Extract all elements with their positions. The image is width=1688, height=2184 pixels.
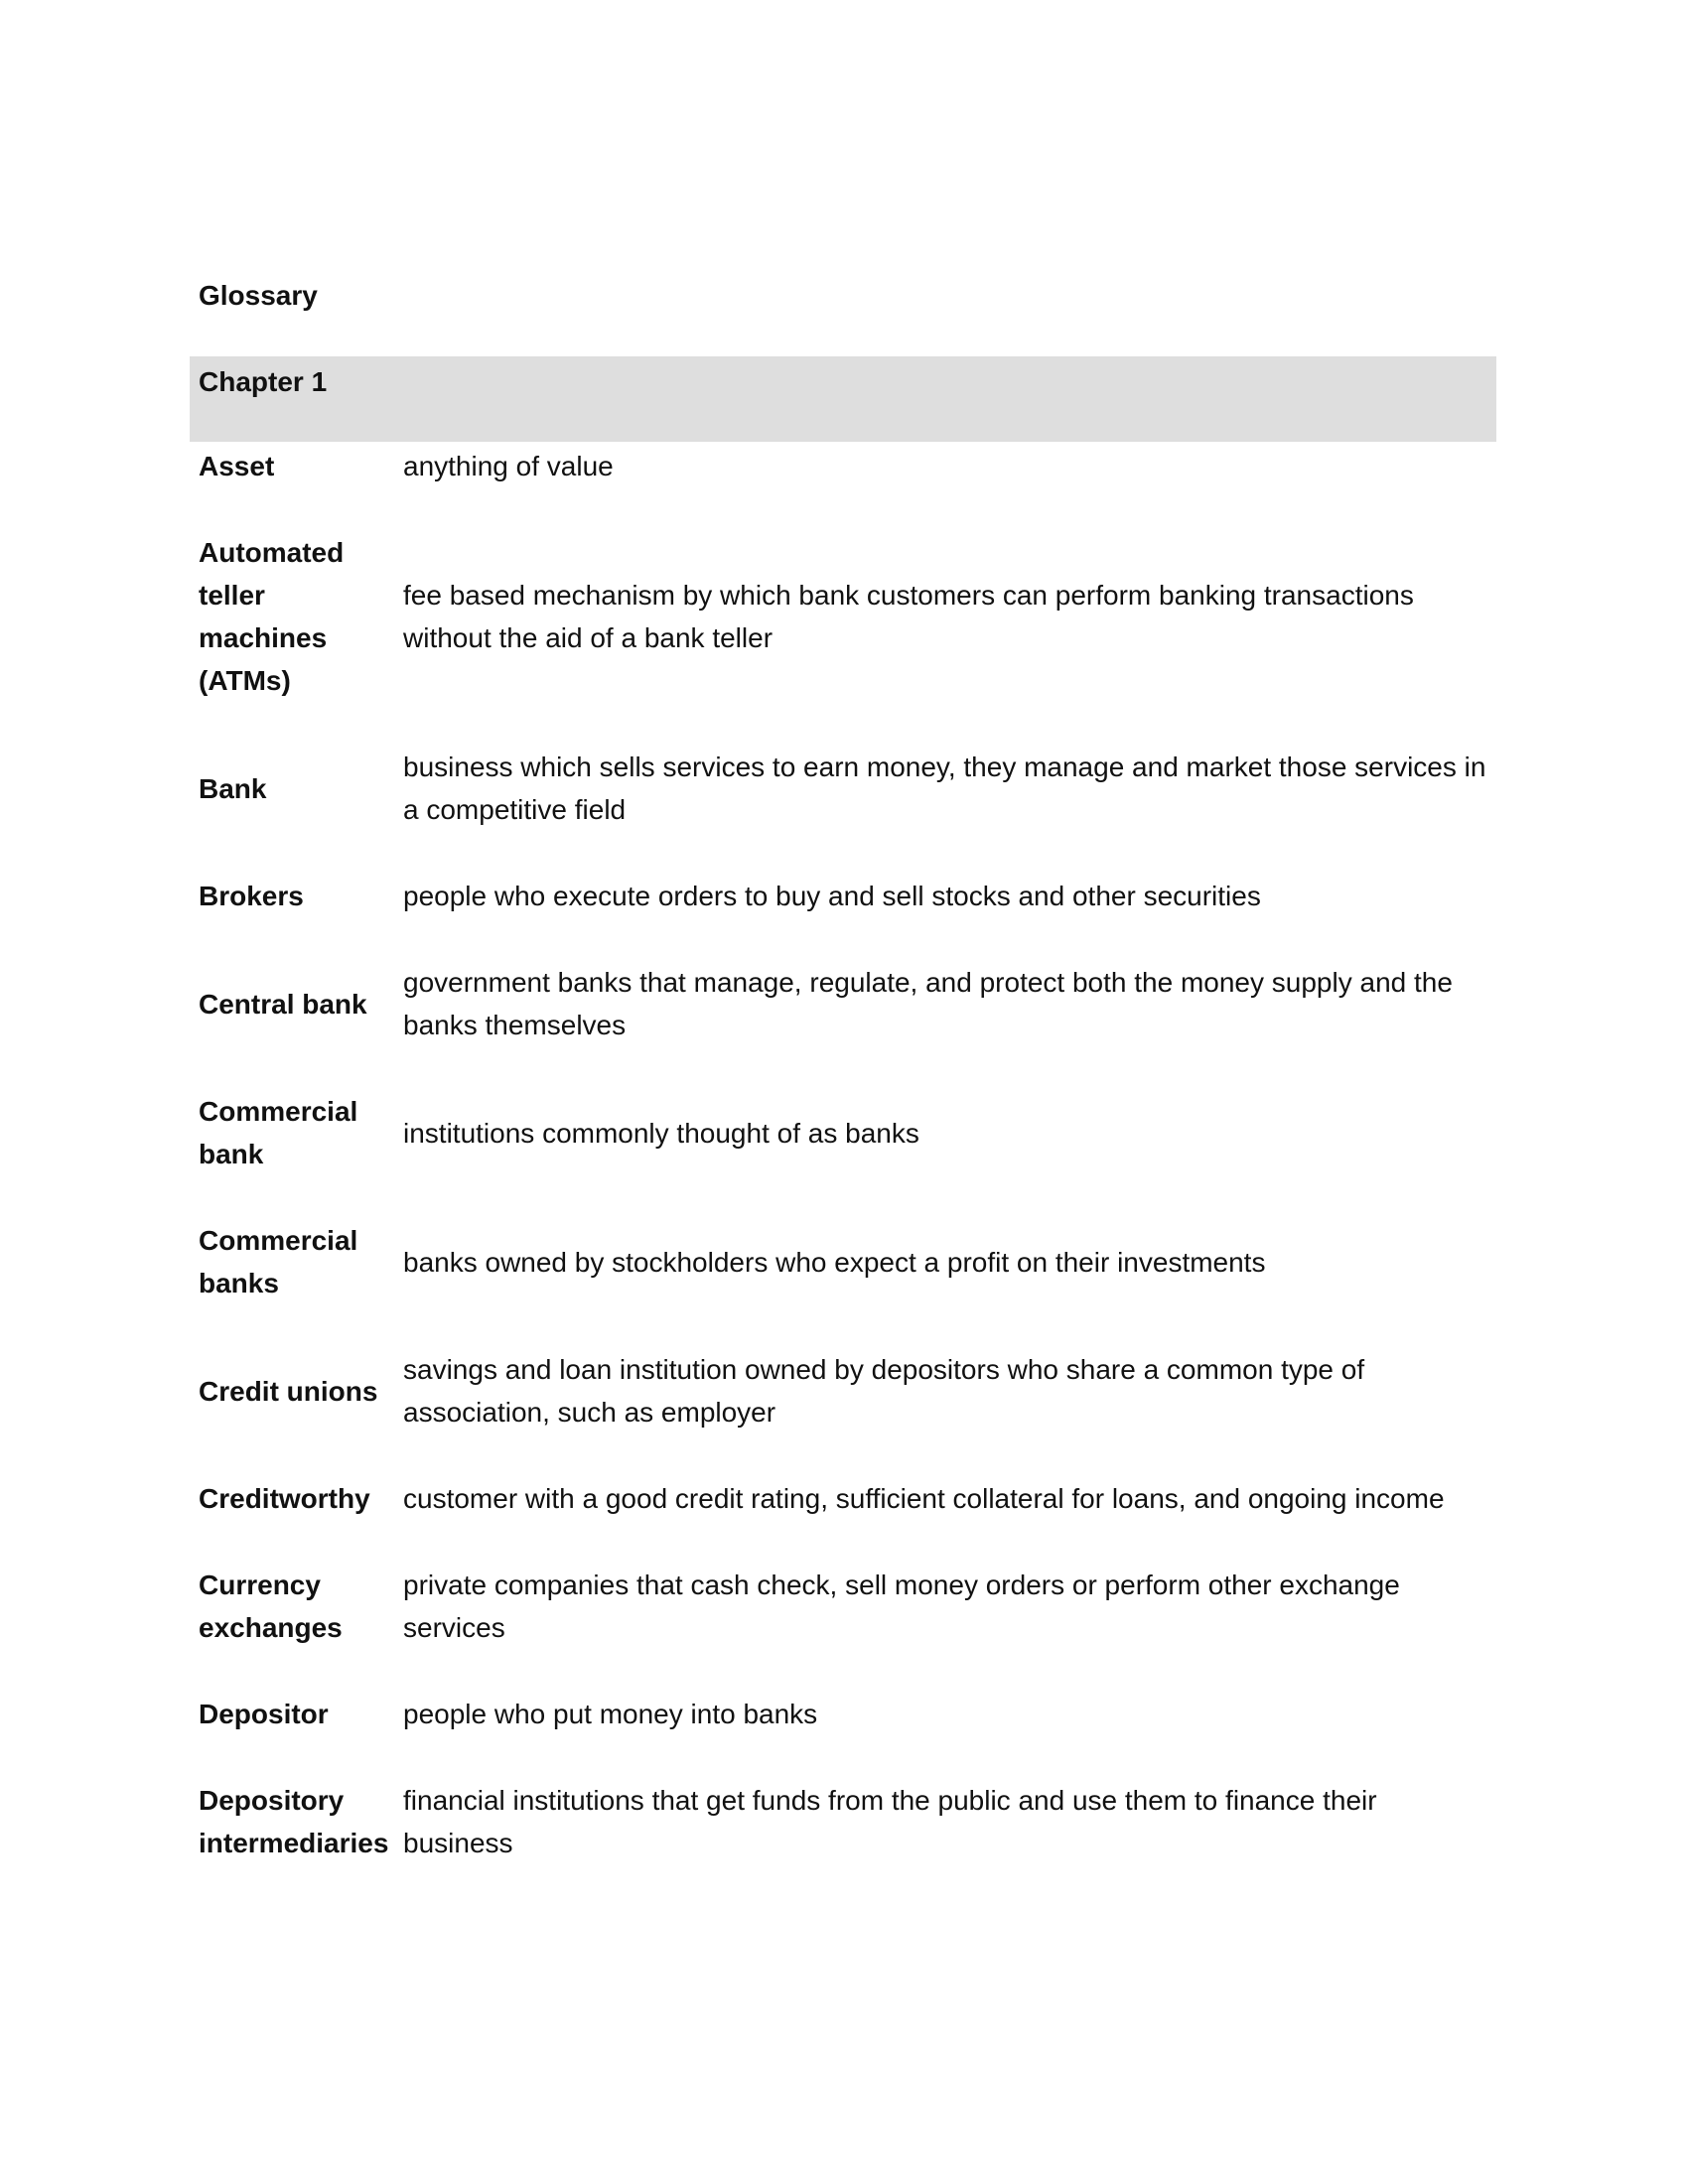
glossary-definition: fee based mechanism by which bank customers can perform banking transactions without the aid of a bank teller [403,580,1414,653]
glossary-definition: people who execute orders to buy and sell stocks and other securities [403,881,1261,911]
glossary-entry-asset [199,445,1489,487]
glossary-definition: savings and loan institution owned by depositors who share a common type of association, such as employer [403,1354,1365,1428]
chapter-title: Chapter 1 [199,366,328,397]
glossary-entry-brokers [199,875,1489,917]
glossary-entry-depositor [199,1693,1489,1735]
glossary-entry-commercial-bank [199,1090,1489,1175]
glossary-definition: customer with a good credit rating, sufficient collateral for loans, and ongoing income [403,1483,1445,1514]
glossary-term: Central bank [199,988,367,1020]
glossary-entry-commercial-banks [199,1219,1489,1304]
glossary-term: Currency exchanges [199,1570,343,1643]
glossary-definition: people who put money into banks [403,1699,818,1729]
glossary-entry-credit-unions [199,1348,1489,1433]
glossary-definition: institutions commonly thought of as banks [403,1117,919,1149]
glossary-entry-creditworthy [199,1477,1489,1520]
glossary-list [199,445,1489,1864]
glossary-entry-currency-exchanges [199,1564,1489,1649]
glossary-entry-atms [199,531,1489,702]
glossary-term: Asset [199,451,275,481]
glossary-definition: business which sells services to earn money, they manage and market those services in a competitive field [403,751,1486,825]
glossary-term: Depositor [199,1699,329,1729]
glossary-definition: banks owned by stockholders who expect a profit on their investments [403,1246,1266,1278]
glossary-term: Bank [199,772,267,804]
glossary-term: Commercial banks [199,1225,358,1298]
glossary-term: Depository intermediaries [199,1785,389,1858]
glossary-entry-bank [199,746,1489,831]
glossary-definition: government banks that manage, regulate, and protect both the money supply and the banks themselves [403,967,1453,1040]
glossary-term: Creditworthy [199,1483,370,1514]
document-title: Glossary [199,280,318,311]
glossary-definition: financial institutions that get funds from the public and use them to finance their business [403,1785,1377,1858]
glossary-term: Commercial bank [199,1096,358,1169]
glossary-entry-depository-intermediaries [199,1779,1489,1864]
glossary-term: Automated teller machines (ATMs) [199,537,345,696]
glossary-definition: anything of value [403,451,614,481]
chapter-header [190,356,1496,442]
glossary-term: Credit unions [199,1375,378,1407]
glossary-term: Brokers [199,881,304,911]
glossary-definition: private companies that cash check, sell money orders or perform other exchange services [403,1570,1400,1643]
glossary-entry-central-bank [199,961,1489,1046]
